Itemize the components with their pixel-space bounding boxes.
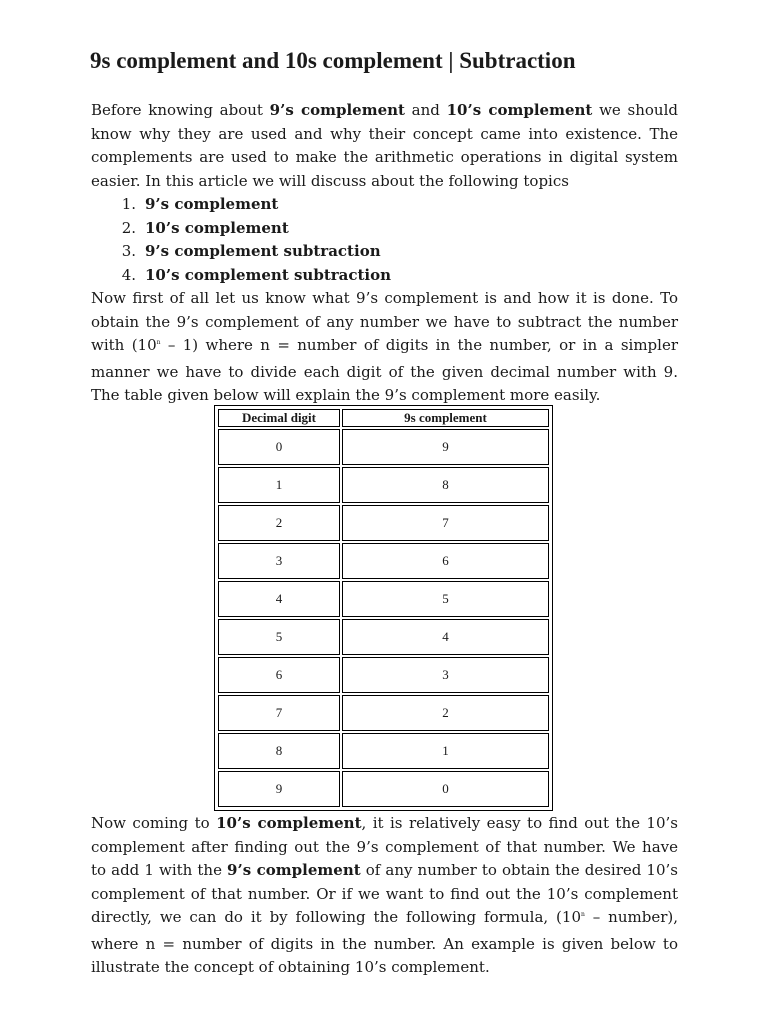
list-item-number: 4.	[121, 265, 136, 284]
table-row	[218, 695, 549, 731]
cell-decimal: 1	[218, 467, 340, 503]
list-item-label: 9’s complement subtraction	[145, 242, 381, 260]
cell-decimal: 7	[218, 695, 340, 731]
table-row	[218, 467, 549, 503]
list-item	[91, 217, 391, 241]
cell-complement: 7	[342, 505, 549, 541]
tens-text-1: Now coming to	[91, 814, 217, 832]
complement-table	[216, 407, 551, 809]
cell-complement: 5	[342, 581, 549, 617]
intro-bold-nines: 9’s complement	[269, 101, 405, 119]
table-header-row	[218, 409, 549, 427]
cell-complement: 1	[342, 733, 549, 769]
tens-exponent: n	[581, 911, 585, 918]
list-item	[91, 264, 391, 288]
table-row	[218, 733, 549, 769]
table-row	[218, 619, 549, 655]
cell-decimal: 0	[218, 429, 340, 465]
cell-complement: 6	[342, 543, 549, 579]
header-decimal-digit: Decimal digit	[218, 409, 340, 427]
table-row	[218, 771, 549, 807]
page-title: 9s complement and 10s complement | Subtraction	[90, 48, 576, 73]
cell-complement: 0	[342, 771, 549, 807]
list-item	[91, 240, 391, 264]
list-item-number: 1.	[121, 195, 136, 213]
header-nines-complement: 9s complement	[342, 409, 549, 427]
topics-list	[91, 193, 391, 287]
cell-decimal: 2	[218, 505, 340, 541]
cell-complement: 9	[342, 429, 549, 465]
cell-complement: 3	[342, 657, 549, 693]
nines-text-1: Now first of all let us know what 9’s complement is and how it is done. To obtain the 9’s complement of any number we have to subtract the number with (10	[91, 289, 678, 354]
complement-table-frame	[214, 405, 553, 811]
list-item-number: 2.	[121, 218, 136, 237]
intro-text-1: Before knowing about	[91, 101, 270, 119]
nines-exponent: n	[156, 339, 161, 346]
tens-text-3: of any number to obtain the desired 10’s complement of that number. Or if we want to find out the 10’s complement directly, we can do it by following the following formula, (10	[91, 861, 678, 926]
cell-complement: 4	[342, 619, 549, 655]
cell-decimal: 5	[218, 619, 340, 655]
cell-complement: 2	[342, 695, 549, 731]
list-item-label: 9’s complement	[145, 195, 279, 213]
tens-bold-nines: 9’s complement	[227, 861, 361, 879]
tens-text-4: – number), where n = number of digits in the number. An example is given below to illustrate the concept of obtaining 10’s complement.	[91, 908, 678, 976]
nines-paragraph	[91, 287, 678, 408]
tens-paragraph	[91, 812, 678, 980]
table-row	[218, 581, 549, 617]
intro-text-2: and	[404, 101, 447, 119]
intro-text-3: we should know why they are used and why their concept came into existence. The complements are used to make the arithmetic operations in digital system easier. In this article we will discuss about the following topics	[91, 101, 678, 190]
cell-complement: 8	[342, 467, 549, 503]
tens-bold-tens: 10’s complement	[216, 814, 362, 832]
table-row	[218, 657, 549, 693]
cell-decimal: 6	[218, 657, 340, 693]
intro-bold-tens: 10’s complement	[446, 101, 593, 119]
table-row	[218, 505, 549, 541]
nines-text-2: – 1) where n = number of digits in the number, or in a simpler manner we have to divide each digit of the given decimal number with 9. The table given below will explain the 9’s complement more easily.	[91, 336, 678, 404]
cell-decimal: 9	[218, 771, 340, 807]
cell-decimal: 8	[218, 733, 340, 769]
list-item-label: 10’s complement	[145, 218, 289, 237]
table-row	[218, 543, 549, 579]
cell-decimal: 4	[218, 581, 340, 617]
list-item-label: 10’s complement subtraction	[145, 265, 392, 284]
intro-paragraph	[91, 99, 678, 193]
list-item-number: 3.	[121, 242, 136, 260]
cell-decimal: 3	[218, 543, 340, 579]
list-item	[91, 193, 391, 217]
table-row	[218, 429, 549, 465]
tens-text-2: , it is relatively easy to find out the 10’s complement after finding out the 9’s complement of that number. We have to add 1 with the	[91, 814, 678, 879]
